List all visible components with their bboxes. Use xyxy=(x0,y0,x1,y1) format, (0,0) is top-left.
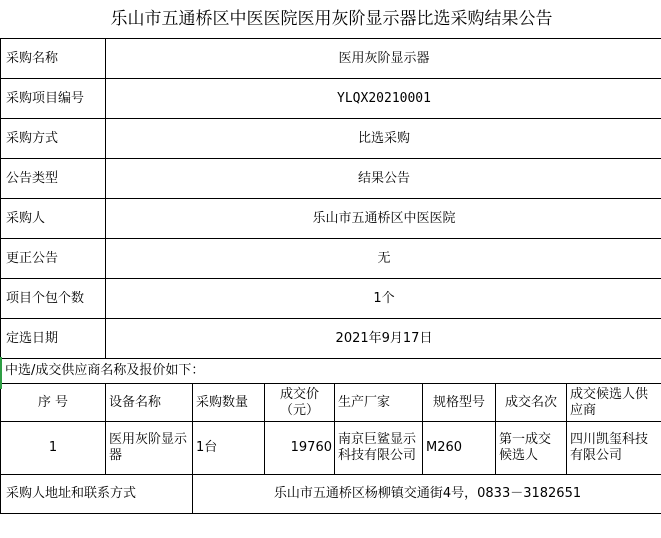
info-label: 采购人 xyxy=(1,199,106,239)
column-header: 采购数量 xyxy=(193,384,265,422)
info-label: 定选日期 xyxy=(1,319,106,359)
column-header: 序 号 xyxy=(1,384,106,422)
info-label: 采购名称 xyxy=(1,39,106,79)
supplier-note: 中选/成交供应商名称及报价如下： xyxy=(1,359,661,384)
cell-quantity: 1台 xyxy=(193,422,265,475)
info-row xyxy=(1,279,661,319)
cell-device-name: 医用灰阶显示器 xyxy=(106,422,193,475)
cell-index: 1 xyxy=(1,422,106,475)
column-header: 成交候选人供应商 xyxy=(567,384,661,422)
info-label: 更正公告 xyxy=(1,239,106,279)
page-title: 乐山市五通桥区中医医院医用灰阶显示器比选采购结果公告 xyxy=(1,0,661,39)
info-row xyxy=(1,79,661,119)
contact-label: 采购人地址和联系方式 xyxy=(1,475,193,514)
info-label: 项目个包个数 xyxy=(1,279,106,319)
info-row xyxy=(1,119,661,159)
info-value: 2021年9月17日 xyxy=(106,319,661,359)
info-row xyxy=(1,319,661,359)
info-label: 采购项目编号 xyxy=(1,79,106,119)
column-header: 成交价（元） xyxy=(265,384,335,422)
cell-manufacturer: 南京巨鲨显示科技有限公司 xyxy=(335,422,423,475)
selection-marker xyxy=(0,357,2,389)
info-value: 比选采购 xyxy=(106,119,661,159)
info-value: 无 xyxy=(106,239,661,279)
table-row xyxy=(1,422,661,475)
contact-row xyxy=(1,475,661,514)
info-row xyxy=(1,199,661,239)
column-header: 设备名称 xyxy=(106,384,193,422)
cell-supplier: 四川凯玺科技有限公司 xyxy=(567,422,661,475)
info-label: 采购方式 xyxy=(1,119,106,159)
cell-price: 19760 xyxy=(265,422,335,475)
contact-value: 乐山市五通桥区杨柳镇交通街4号，0833－3182651 xyxy=(193,475,661,514)
info-row xyxy=(1,39,661,79)
info-row xyxy=(1,239,661,279)
info-value: YLQX20210001 xyxy=(106,79,661,119)
column-header: 生产厂家 xyxy=(335,384,423,422)
info-value: 医用灰阶显示器 xyxy=(106,39,661,79)
cell-model: M260 xyxy=(423,422,496,475)
info-row xyxy=(1,159,661,199)
info-label: 公告类型 xyxy=(1,159,106,199)
info-value: 乐山市五通桥区中医医院 xyxy=(106,199,661,239)
column-header: 成交名次 xyxy=(496,384,567,422)
cell-rank: 第一成交候选人 xyxy=(496,422,567,475)
column-header-row xyxy=(1,384,661,422)
info-value: 结果公告 xyxy=(106,159,661,199)
column-header: 规格型号 xyxy=(423,384,496,422)
info-value: 1个 xyxy=(106,279,661,319)
